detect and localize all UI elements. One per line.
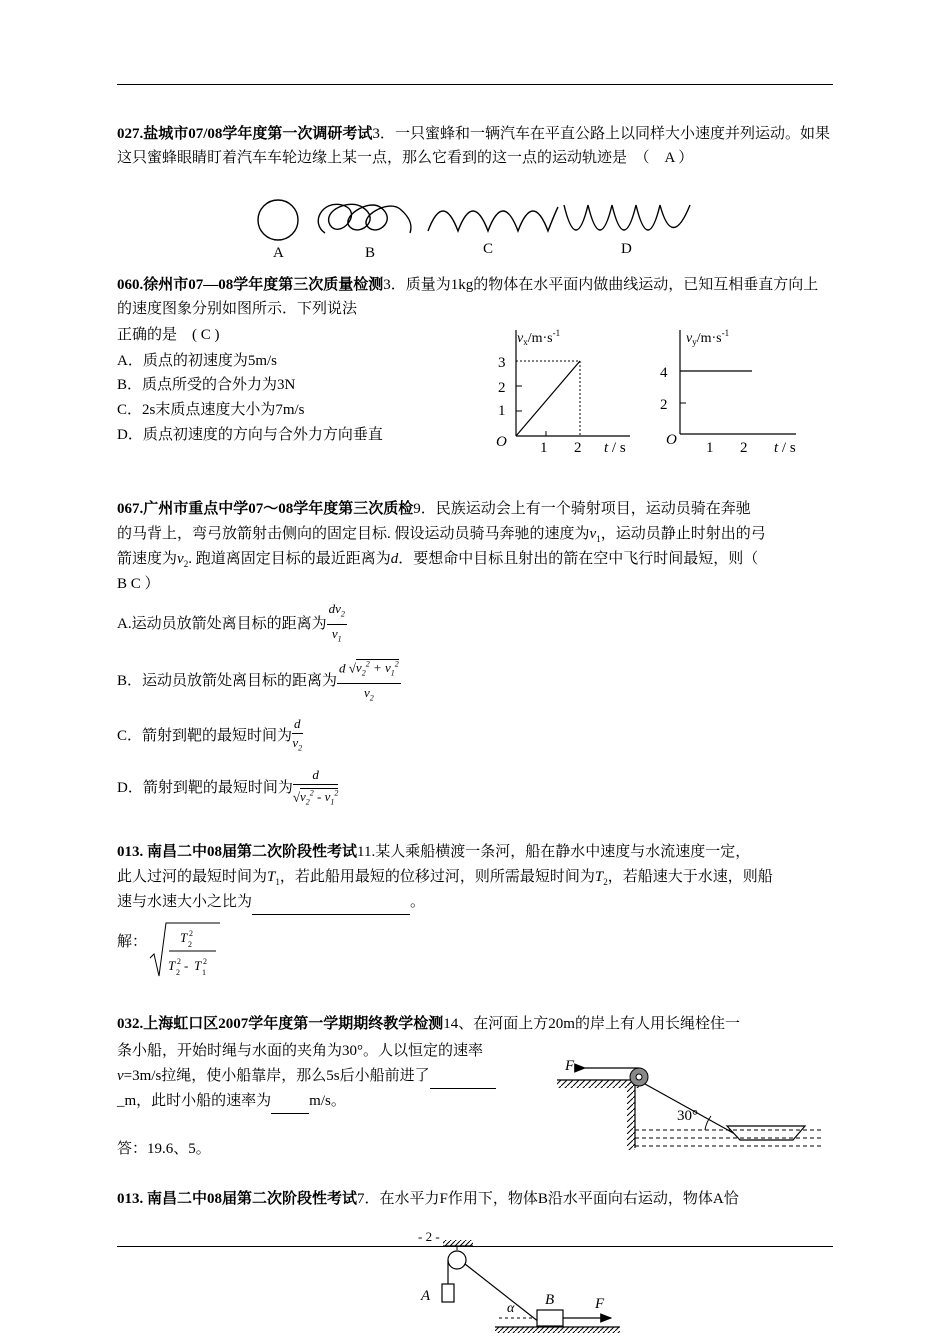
question-067-line2: 的马背上，弯弓放箭射击侧向的固定目标. 假设运动员骑马奔驰的速度为$v_1$，运动员静止时射出的弓 (117, 526, 766, 544)
trajectory-b-loops (318, 204, 411, 233)
option-b: B．运动员放箭处离目标的距离为 $\frac{d √v_2^2 + v_1^2}{v_2}$ (117, 655, 401, 707)
boat-rope-figure (555, 1050, 830, 1155)
option-a: A.运动员放箭处离目标的距离为 $\frac{dv_2}{v_1}$ (117, 600, 347, 648)
vy-graph (660, 322, 810, 462)
x-tick-label-2: 2 (574, 440, 582, 456)
svg-text:2: 2 (189, 929, 193, 938)
question-032-line2: 条小船，开始时绳与水面的夹角为30°。人以恒定的速率 (117, 1043, 484, 1059)
header-rule (117, 84, 833, 85)
option-c: C．2s末质点速度大小为7m/s (117, 402, 305, 418)
y-tick-label-2: 2 (498, 380, 506, 396)
question-027 (117, 122, 833, 170)
label-a: A (273, 245, 284, 261)
vx-graph (490, 322, 640, 462)
question-text: 在水平力F作用下，物体B沿水平面向右运动，物体A恰 (379, 1191, 739, 1207)
question-source: 013. 南昌二中08届第二次阶段性考试 (117, 1191, 358, 1207)
vx-line (516, 361, 580, 436)
answer-label: 解： (117, 934, 148, 950)
trajectory-c-wave (428, 207, 558, 231)
svg-text:2: 2 (203, 957, 207, 966)
x-tick-label-1: 1 (540, 440, 548, 456)
svg-text:T: T (168, 958, 176, 973)
page-number: - 2 - (418, 1229, 440, 1244)
x-tick-label-1: 1 (706, 440, 714, 456)
question-source: 060.徐州市07—08学年度第三次质量检测 (117, 277, 384, 293)
question-text: 一只蜜蜂和一辆汽车在平直公路上以同样大小速度并列运动。如果这只蜜蜂眼睛盯着汽车车轮边缘上某一点，那么它看到的这一点的运动轨迹是 （ A ） (117, 126, 830, 166)
ceiling (443, 1240, 473, 1246)
answer-blank-speed[interactable] (271, 1089, 309, 1114)
svg-text:2: 2 (176, 968, 180, 977)
y-axis-label: $v_x/m\cdot s^{-1}$ (517, 328, 561, 347)
y-tick-label-4: 4 (660, 365, 668, 381)
label-b: B (365, 245, 376, 261)
question-text: 民族运动会上有一个骑射项目，运动员骑在奔驰 (435, 501, 751, 517)
svg-text:T: T (194, 958, 202, 973)
formula-d: $\frac{d}{√v_2^2 - v_1^2}$ (292, 766, 339, 807)
question-032-line4: _m，此时小船的速率为 m/s。 (117, 1089, 346, 1114)
trajectory-figures (250, 195, 700, 260)
block-a (442, 1284, 454, 1302)
angle-label: 30° (677, 1108, 698, 1124)
svg-text:T: T (180, 930, 188, 945)
rope-b (465, 1264, 539, 1322)
y-tick-label-3: 3 (498, 355, 506, 371)
question-032-line3: v=3m/s拉绳，使小船靠岸，那么5s后小船前进了 (117, 1064, 496, 1089)
question-text: 在河面上方20m的岸上有人用长绳栓住一 (473, 1016, 740, 1032)
label-f: F (595, 1296, 605, 1312)
question-013-a-line1 (117, 840, 750, 864)
y-axis-label: $v_y/m\cdot s^{-1}$ (686, 328, 730, 347)
trajectory-a-circle (258, 200, 298, 240)
x-axis-label: t / s (774, 440, 796, 456)
x-axis-label: t / s (604, 440, 626, 456)
question-number: 3． (372, 126, 395, 142)
svg-text:2: 2 (177, 957, 181, 966)
formula-b: $\frac{d √v_2^2 + v_1^2}{v_2}$ (337, 656, 401, 708)
question-number: 11. (357, 844, 376, 860)
question-067-line3: 箭速度为$v_2$. 跑道离固定目标的最近距离为d．要想命中目标且射出的箭在空中飞行时间最短，则（ (117, 551, 759, 569)
origin-label: O (666, 432, 677, 448)
bank-wall (627, 1080, 635, 1150)
y-tick-label-1: 1 (498, 403, 506, 419)
label-c: C (483, 241, 494, 257)
question-source: 067.广州市重点中学07～08学年度第三次质检 (117, 501, 414, 517)
question-source: 013. 南昌二中08届第二次阶段性考试 (117, 844, 358, 860)
question-number: 14、 (443, 1016, 474, 1032)
question-060 (117, 273, 833, 321)
origin-label: O (496, 434, 507, 450)
x-tick-label-2: 2 (740, 440, 748, 456)
label-d: D (621, 241, 632, 257)
answer-blank[interactable] (252, 890, 410, 915)
question-032-line1 (117, 1012, 740, 1036)
question-number: 7． (357, 1191, 380, 1207)
option-b: B．质点所受的合外力为3N (117, 377, 296, 393)
question-032-answer: 答：19.6、5。 (117, 1141, 211, 1157)
force-label: F (565, 1058, 575, 1074)
label-b: B (545, 1292, 555, 1308)
option-a: A．质点的初速度为5m/s (117, 353, 278, 369)
question-060-prompt: 正确的是 ( C ) (117, 327, 220, 343)
question-source: 032.上海虹口区2007学年度第一学期期终教学检测 (117, 1016, 444, 1032)
question-source: 027.盐城市07/08学年度第一次调研考试 (117, 126, 373, 142)
question-013-a-line3: 速与水速大小之比为 。 (117, 890, 425, 915)
answer-formula (148, 920, 228, 982)
question-013-a-line2: 此人过河的最短时间为$T_1$，若此船用最短的位移过河，则所需最短时间为$T_2$，若船速大于水速，则船 (117, 869, 773, 887)
label-alpha: α (507, 1301, 515, 1316)
pulley-blocks-figure (415, 1236, 625, 1344)
question-067-line1 (117, 497, 751, 521)
answer-blank-distance[interactable] (430, 1064, 496, 1089)
question-013-b-line1 (117, 1187, 739, 1211)
y-tick-label-2: 2 (660, 397, 668, 413)
boat (727, 1126, 805, 1140)
option-c: C．箭射到靶的最短时间为 $\frac{d}{v_2}$ (117, 712, 303, 760)
svg-text:1: 1 (202, 968, 206, 977)
option-d: D．质点初速度的方向与合外力方向垂直 (117, 427, 383, 443)
question-text: 质量为1kg的物体在水平面内做曲线运动，已知互相垂直方向上的速度图象分别如图所示．下列说法 (117, 277, 819, 317)
formula-a: $\frac{dv_2}{v_1}$ (328, 601, 345, 644)
svg-text:-: - (184, 958, 189, 973)
question-067-answer: B C ） (117, 576, 160, 592)
formula-c: $\frac{d}{v_2}$ (292, 716, 303, 753)
pulley (448, 1251, 466, 1269)
svg-text:2: 2 (188, 940, 192, 949)
label-a: A (421, 1288, 431, 1304)
question-text: 某人乘船横渡一条河，船在静水中速度与水流速度一定， (375, 844, 751, 860)
block-b (537, 1310, 563, 1326)
question-number: 9． (413, 501, 436, 517)
option-d: D．箭射到靶的最短时间为 $\frac{d}{√v_2^2 - v_1^2}$ (117, 762, 338, 814)
trajectory-d-cycloid (564, 205, 690, 230)
question-number: 3． (383, 277, 406, 293)
